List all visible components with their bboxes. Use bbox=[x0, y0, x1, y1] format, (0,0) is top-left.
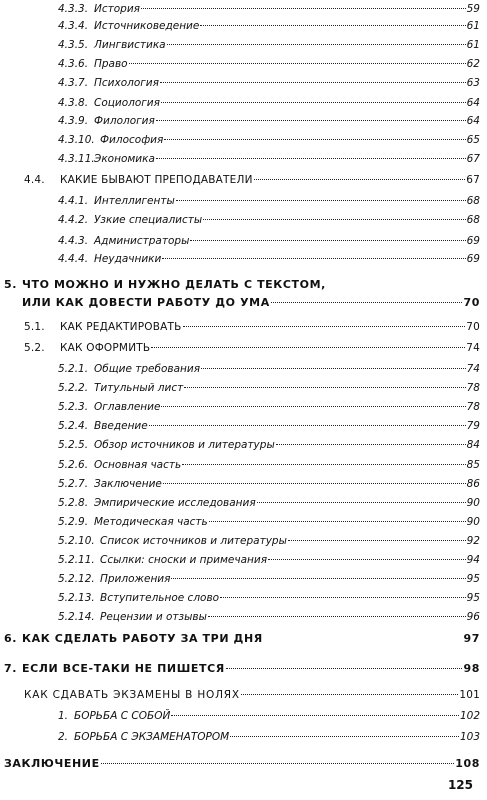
entry-page: 64 bbox=[466, 115, 480, 127]
toc-entry bbox=[58, 419, 480, 433]
entry-number: 5.2.13. bbox=[58, 592, 95, 604]
entry-page: 61 bbox=[466, 39, 480, 51]
dot-leader bbox=[171, 715, 459, 716]
entry-title: Общие требования bbox=[94, 363, 201, 375]
dot-leader bbox=[230, 736, 459, 737]
entry-page: 64 bbox=[466, 97, 480, 109]
toc-entry bbox=[58, 19, 480, 33]
toc-entry bbox=[58, 194, 480, 208]
entry-page: 86 bbox=[466, 478, 480, 490]
entry-page: 67 bbox=[466, 174, 480, 186]
toc-entry bbox=[58, 534, 480, 548]
entry-title: История bbox=[94, 3, 140, 15]
entry-number: 5.2.6. bbox=[58, 459, 89, 471]
toc-entry bbox=[58, 515, 480, 529]
entry-page: 96 bbox=[466, 611, 480, 623]
entry-number: 4.3.8. bbox=[58, 97, 89, 109]
entry-title: Узкие специалисты bbox=[94, 214, 203, 226]
entry-number: 5.2.2. bbox=[58, 382, 89, 394]
entry-title: КАК ОФОРМИТЬ bbox=[60, 342, 151, 354]
dot-leader bbox=[184, 387, 465, 388]
entry-page: 98 bbox=[463, 662, 480, 675]
entry-title: Лингвистика bbox=[94, 39, 166, 51]
entry-title: КАК РЕДАКТИРОВАТЬ bbox=[60, 321, 182, 333]
entry-number: 5.2.11. bbox=[58, 554, 95, 566]
toc-chapter bbox=[4, 632, 480, 646]
entry-page: 95 bbox=[466, 592, 480, 604]
toc-entry bbox=[58, 458, 480, 472]
entry-title: КАК СДАВАТЬ ЭКЗАМЕНЫ В НОЛЯХ bbox=[24, 689, 240, 701]
entry-title: Обзор источников и литературы bbox=[94, 439, 275, 451]
entry-page: 69 bbox=[466, 253, 480, 265]
entry-title: ЧТО МОЖНО И НУЖНО ДЕЛАТЬ С ТЕКСТОМ, bbox=[22, 278, 326, 291]
entry-title: Социология bbox=[94, 97, 160, 109]
entry-number: 5.2.7. bbox=[58, 478, 89, 490]
entry-number: 5.2. bbox=[24, 342, 45, 354]
entry-number: 4.3.7. bbox=[58, 77, 89, 89]
entry-title: Методическая часть bbox=[94, 516, 208, 528]
entry-title: Филология bbox=[94, 115, 155, 127]
toc-entry bbox=[58, 152, 480, 166]
entry-number: 5.2.14. bbox=[58, 611, 95, 623]
entry-page: 62 bbox=[466, 58, 480, 70]
toc-entry bbox=[58, 362, 480, 376]
entry-title: Оглавление bbox=[94, 401, 161, 413]
entry-number: 4.4.1. bbox=[58, 195, 89, 207]
entry-page: 84 bbox=[466, 439, 480, 451]
dot-leader bbox=[164, 139, 465, 140]
dot-leader bbox=[171, 578, 465, 579]
entry-title: Эмпирические исследования bbox=[94, 497, 256, 509]
entry-number: 4.4.4. bbox=[58, 253, 89, 265]
toc-chapter bbox=[4, 278, 480, 292]
dot-leader bbox=[167, 44, 466, 45]
toc-entry bbox=[58, 553, 480, 567]
entry-title: Психология bbox=[94, 77, 159, 89]
dot-leader bbox=[149, 425, 466, 426]
entry-number: 4.3.10. bbox=[58, 134, 95, 146]
entry-number: 5.2.9. bbox=[58, 516, 89, 528]
dot-leader bbox=[190, 240, 465, 241]
entry-page: 74 bbox=[466, 363, 480, 375]
entry-title: Приложения bbox=[100, 573, 171, 585]
toc-entry bbox=[58, 477, 480, 491]
toc-entry bbox=[58, 709, 480, 723]
page-number: 125 bbox=[447, 778, 473, 792]
entry-title: Неудачники bbox=[94, 253, 162, 265]
dot-leader bbox=[203, 219, 465, 220]
entry-title: Вступительное слово bbox=[100, 592, 220, 604]
toc-entry bbox=[58, 114, 480, 128]
entry-title: БОРЬБА С ЭКЗАМЕНАТОРОМ bbox=[74, 731, 230, 743]
entry-title: Источниковедение bbox=[94, 20, 200, 32]
entry-number: 5.2.3. bbox=[58, 401, 89, 413]
toc-chapter bbox=[4, 757, 480, 771]
toc-entry bbox=[58, 572, 480, 586]
entry-title: Рецензии и отзывы bbox=[100, 611, 207, 623]
dot-leader bbox=[241, 694, 458, 695]
toc-entry bbox=[58, 252, 480, 266]
entry-title: КАКИЕ БЫВАЮТ ПРЕПОДАВАТЕЛИ bbox=[60, 174, 253, 186]
dot-leader bbox=[156, 158, 466, 159]
entry-title: ЗАКЛЮЧЕНИЕ bbox=[4, 757, 100, 770]
entry-page: 78 bbox=[466, 401, 480, 413]
entry-title: ИЛИ КАК ДОВЕСТИ РАБОТУ ДО УМА bbox=[22, 296, 270, 309]
dot-leader bbox=[141, 8, 466, 9]
entry-number: 5. bbox=[4, 278, 18, 291]
entry-number: 4.4.3. bbox=[58, 235, 89, 247]
entry-page: 101 bbox=[459, 689, 480, 701]
dot-leader bbox=[220, 597, 466, 598]
dot-leader bbox=[200, 25, 465, 26]
toc-chapter bbox=[4, 662, 480, 676]
toc-entry bbox=[58, 96, 480, 110]
toc-entry bbox=[58, 730, 480, 744]
entry-page: 68 bbox=[466, 214, 480, 226]
entry-page: 65 bbox=[466, 134, 480, 146]
dot-leader bbox=[288, 540, 466, 541]
entry-page: 63 bbox=[466, 77, 480, 89]
entry-number: 4.3.6. bbox=[58, 58, 89, 70]
entry-title: Интеллигенты bbox=[94, 195, 175, 207]
entry-title: Ссылки: сноски и примечания bbox=[100, 554, 268, 566]
entry-number: 5.2.10. bbox=[58, 535, 95, 547]
dot-leader bbox=[268, 559, 466, 560]
dot-leader bbox=[162, 258, 465, 259]
entry-title: Основная часть bbox=[94, 459, 182, 471]
entry-number: 4.3.4. bbox=[58, 20, 89, 32]
entry-page: 85 bbox=[466, 459, 480, 471]
entry-title: Философия bbox=[100, 134, 164, 146]
entry-number: 5.1. bbox=[24, 321, 45, 333]
dot-leader bbox=[129, 63, 466, 64]
entry-page: 108 bbox=[455, 757, 480, 770]
toc-entry bbox=[24, 341, 480, 355]
dot-leader bbox=[209, 521, 466, 522]
toc-chapter bbox=[22, 296, 480, 310]
dot-leader bbox=[201, 368, 466, 369]
entry-page: 70 bbox=[466, 321, 480, 333]
toc-entry bbox=[24, 320, 480, 334]
toc-entry bbox=[24, 173, 480, 187]
dot-leader bbox=[276, 444, 466, 445]
entry-page: 95 bbox=[466, 573, 480, 585]
entry-number: 2. bbox=[58, 731, 69, 743]
dot-leader bbox=[101, 763, 455, 764]
entry-page: 102 bbox=[459, 710, 480, 722]
dot-leader bbox=[182, 464, 465, 465]
entry-page: 70 bbox=[463, 296, 480, 309]
entry-page: 90 bbox=[466, 497, 480, 509]
entry-page: 74 bbox=[466, 342, 480, 354]
entry-title: Администраторы bbox=[94, 235, 190, 247]
toc-entry bbox=[58, 496, 480, 510]
entry-number: 1. bbox=[58, 710, 69, 722]
entry-page: 79 bbox=[466, 420, 480, 432]
dot-leader bbox=[183, 326, 466, 327]
entry-number: 6. bbox=[4, 632, 18, 645]
entry-title: Список источников и литературы bbox=[100, 535, 287, 547]
entry-number: 4.3.3. bbox=[58, 3, 89, 15]
toc-entry bbox=[58, 400, 480, 414]
dot-leader bbox=[151, 347, 465, 348]
dot-leader bbox=[163, 483, 466, 484]
entry-number: 4.3.5. bbox=[58, 39, 89, 51]
entry-number: 4.4. bbox=[24, 174, 45, 186]
toc-entry bbox=[58, 38, 480, 52]
entry-number: 5.2.12. bbox=[58, 573, 95, 585]
entry-page: 94 bbox=[466, 554, 480, 566]
entry-page: 61 bbox=[466, 20, 480, 32]
entry-page: 67 bbox=[466, 153, 480, 165]
entry-page: 97 bbox=[463, 632, 480, 645]
toc-entry bbox=[58, 381, 480, 395]
toc-entry bbox=[58, 438, 480, 452]
dot-leader bbox=[226, 668, 463, 669]
dot-leader bbox=[156, 120, 466, 121]
dot-leader bbox=[161, 102, 466, 103]
entry-title: БОРЬБА С СОБОЙ bbox=[74, 710, 171, 722]
dot-leader bbox=[271, 302, 463, 303]
toc-entry bbox=[24, 688, 480, 702]
entry-number: 5.2.4. bbox=[58, 420, 89, 432]
entry-title: Заключение bbox=[94, 478, 162, 490]
entry-title: Экономика bbox=[94, 153, 155, 165]
entry-title: Введение bbox=[94, 420, 148, 432]
toc-entry bbox=[58, 57, 480, 71]
toc-entry bbox=[58, 2, 480, 16]
dot-leader bbox=[257, 502, 466, 503]
toc-entry bbox=[58, 591, 480, 605]
entry-number: 7. bbox=[4, 662, 18, 675]
toc-entry bbox=[58, 213, 480, 227]
entry-number: 4.3.11. bbox=[58, 153, 95, 165]
entry-title: Титульный лист bbox=[94, 382, 184, 394]
toc-entry bbox=[58, 76, 480, 90]
toc-entry bbox=[58, 133, 480, 147]
entry-number: 5.2.5. bbox=[58, 439, 89, 451]
entry-title: КАК СДЕЛАТЬ РАБОТУ ЗА ТРИ ДНЯ bbox=[22, 632, 263, 645]
entry-title: ЕСЛИ ВСЕ-ТАКИ НЕ ПИШЕТСЯ bbox=[22, 662, 225, 675]
entry-page: 68 bbox=[466, 195, 480, 207]
dot-leader bbox=[254, 179, 466, 180]
entry-number: 5.2.1. bbox=[58, 363, 89, 375]
entry-page: 69 bbox=[466, 235, 480, 247]
entry-number: 5.2.8. bbox=[58, 497, 89, 509]
entry-number: 4.3.9. bbox=[58, 115, 89, 127]
entry-page: 59 bbox=[466, 3, 480, 15]
entry-title: Право bbox=[94, 58, 128, 70]
entry-page: 92 bbox=[466, 535, 480, 547]
entry-page: 90 bbox=[466, 516, 480, 528]
toc-entry bbox=[58, 234, 480, 248]
entry-page: 78 bbox=[466, 382, 480, 394]
entry-number: 4.4.2. bbox=[58, 214, 89, 226]
dot-leader bbox=[161, 406, 465, 407]
dot-leader bbox=[208, 616, 466, 617]
dot-leader bbox=[176, 200, 466, 201]
dot-leader bbox=[160, 82, 466, 83]
toc-entry bbox=[58, 610, 480, 624]
entry-page: 103 bbox=[459, 731, 480, 743]
